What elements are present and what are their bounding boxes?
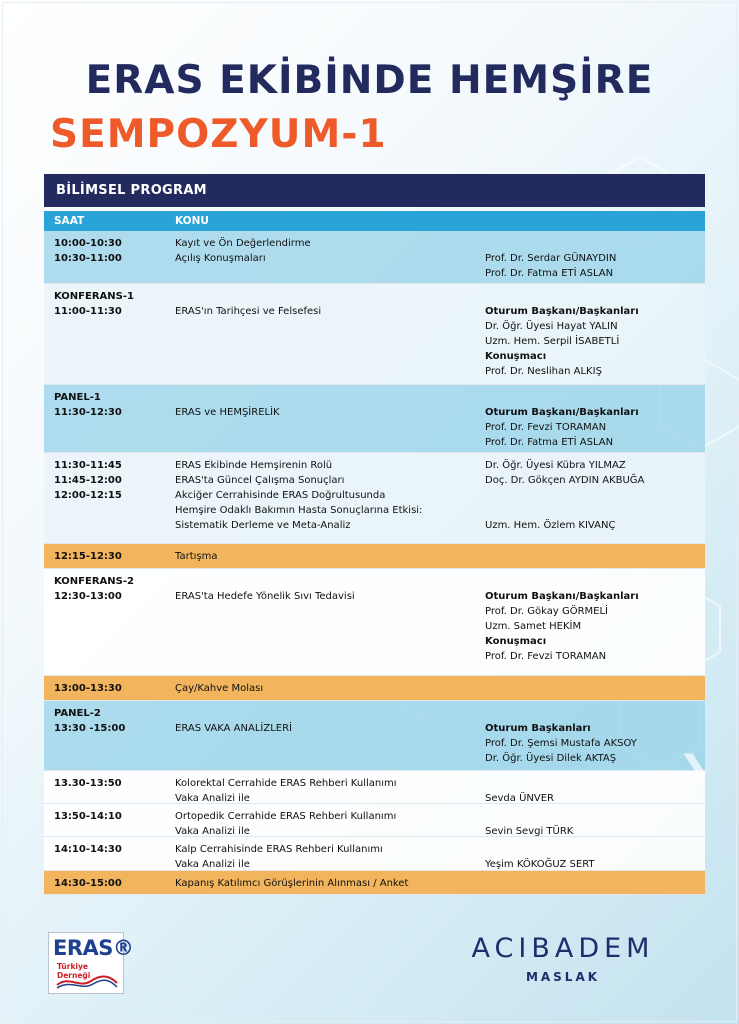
program-rows — [44, 231, 705, 895]
cell-time: KONFERANS-2 — [54, 576, 134, 587]
page-title-line1: ERAS EKİBİNDE HEMŞİRE — [85, 58, 654, 103]
cell-topic: Vaka Analizi ile — [175, 826, 250, 837]
cell-speaker: Uzm. Hem. Özlem KIVANÇ — [485, 520, 616, 531]
eras-logo — [48, 932, 134, 994]
cell-time: 11:45-12:00 — [54, 475, 122, 486]
cell-speaker: Prof. Dr. Gökay GÖRMELİ — [485, 606, 609, 617]
cell-time: 12:00-12:15 — [54, 490, 122, 501]
table-row — [44, 284, 705, 385]
cell-topic: ERAS Ekibinde Hemşirenin Rolü — [175, 460, 333, 471]
cell-topic: Sistematik Derleme ve Meta-Analiz — [175, 520, 351, 531]
cell-speaker: Doç. Dr. Gökçen AYDIN AKBUĞA — [485, 475, 645, 486]
cell-speaker: Konuşmacı — [485, 636, 547, 647]
table-row — [44, 837, 705, 871]
chevron-right-icon: ❯ — [677, 748, 711, 794]
cell-speaker: Prof. Dr. Neslihan ALKIŞ — [485, 366, 602, 377]
table-row — [44, 804, 705, 837]
cell-speaker: Sevda ÜNVER — [485, 793, 554, 804]
table-row — [44, 701, 705, 771]
eras-logo-text: ERAS® — [53, 936, 134, 960]
column-topic: KONU — [175, 215, 209, 227]
cell-time: 10:30-11:00 — [54, 253, 122, 264]
cell-topic: Vaka Analizi ile — [175, 793, 250, 804]
cell-time: 12:30-13:00 — [54, 591, 122, 602]
table-row — [44, 385, 705, 453]
cell-speaker: Sevin Sevgi TÜRK — [485, 826, 574, 837]
acibadem-logo: ACIBADEM — [471, 933, 655, 964]
cell-time: 11:30-12:30 — [54, 407, 122, 418]
table-row — [44, 771, 705, 804]
cell-time: KONFERANS-1 — [54, 291, 134, 302]
cell-speaker: Konuşmacı — [485, 351, 547, 362]
cell-speaker: Uzm. Samet HEKİM — [485, 621, 582, 632]
acibadem-branch: MASLAK — [525, 970, 601, 984]
cell-speaker: Prof. Dr. Fatma ETİ ASLAN — [485, 437, 614, 448]
cell-time: PANEL-2 — [54, 708, 101, 719]
cell-topic: Ortopedik Cerrahide ERAS Rehberi Kullanımı — [175, 811, 397, 822]
cell-speaker: Dr. Öğr. Üyesi Dilek AKTAŞ — [485, 753, 617, 764]
program-header: BİLİMSEL PROGRAM — [44, 174, 705, 207]
table-row — [44, 569, 705, 676]
cell-topic: ERAS'ta Güncel Çalışma Sonuçları — [175, 475, 345, 486]
cell-topic: Çay/Kahve Molası — [175, 683, 264, 694]
cell-topic: ERAS'ın Tarihçesi ve Felsefesi — [175, 306, 322, 317]
table-row — [44, 544, 705, 569]
cell-time: 12:15-12:30 — [54, 551, 122, 562]
cell-topic: Kolorektal Cerrahide ERAS Rehberi Kullanımı — [175, 778, 397, 789]
page-title-line2: SEMPOZYUM-1 — [50, 112, 387, 157]
eras-wave-icon — [55, 973, 119, 991]
cell-speaker: Dr. Öğr. Üyesi Kübra YILMAZ — [485, 460, 626, 471]
cell-topic: Tartışma — [175, 551, 218, 562]
cell-speaker: Dr. Öğr. Üyesi Hayat YALIN — [485, 321, 618, 332]
cell-topic: ERAS ve HEMŞİRELİK — [175, 407, 280, 418]
table-row — [44, 231, 705, 284]
cell-speaker: Oturum Başkanları — [485, 723, 591, 734]
cell-topic: Kayıt ve Ön Değerlendirme — [175, 238, 311, 249]
eras-logo-subtitle: Türkiye Derneği — [57, 962, 91, 980]
cell-speaker: Yeşim KÖKOĞUZ SERT — [485, 859, 595, 870]
cell-speaker: Uzm. Hem. Serpil İSABETLİ — [485, 336, 620, 347]
cell-topic: Hemşire Odaklı Bakımın Hasta Sonuçlarına Etkisi: — [175, 505, 423, 516]
cell-topic: ERAS'ta Hedefe Yönelik Sıvı Tedavisi — [175, 591, 355, 602]
cell-time: 13:50-14:10 — [54, 811, 122, 822]
cell-time: 14:10-14:30 — [54, 844, 122, 855]
cell-topic: Vaka Analizi ile — [175, 859, 250, 870]
cell-speaker: Prof. Dr. Fevzi TORAMAN — [485, 422, 607, 433]
cell-time: PANEL-1 — [54, 392, 101, 403]
cell-time: 13.30-13:50 — [54, 778, 122, 789]
cell-time: 14:30-15:00 — [54, 878, 122, 889]
column-header-bar — [44, 211, 705, 231]
cell-speaker: Prof. Dr. Şemsi Mustafa AKSOY — [485, 738, 637, 749]
cell-time: 13:30 -15:00 — [54, 723, 126, 734]
cell-topic: ERAS VAKA ANALİZLERİ — [175, 723, 292, 734]
cell-time: 11:00-11:30 — [54, 306, 122, 317]
cell-speaker: Prof. Dr. Serdar GÜNAYDIN — [485, 253, 617, 264]
cell-time: 10:00-10:30 — [54, 238, 122, 249]
cell-topic: Açılış Konuşmaları — [175, 253, 266, 264]
cell-topic: Kalp Cerrahisinde ERAS Rehberi Kullanımı — [175, 844, 383, 855]
cell-speaker: Oturum Başkanı/Başkanları — [485, 306, 639, 317]
table-row — [44, 871, 705, 895]
cell-speaker: Prof. Dr. Fatma ETİ ASLAN — [485, 268, 614, 279]
cell-speaker: Oturum Başkanı/Başkanları — [485, 591, 639, 602]
cell-time: 13:00-13:30 — [54, 683, 122, 694]
program-table — [44, 174, 705, 895]
cell-speaker: Oturum Başkanı/Başkanları — [485, 407, 639, 418]
cell-speaker: Prof. Dr. Fevzi TORAMAN — [485, 651, 607, 662]
cell-topic: Akciğer Cerrahisinde ERAS Doğrultusunda — [175, 490, 386, 501]
table-row — [44, 453, 705, 544]
table-row — [44, 676, 705, 701]
column-time: SAAT — [54, 215, 85, 227]
cell-time: 11:30-11:45 — [54, 460, 122, 471]
cell-topic: Kapanış Katılımcı Görüşlerinin Alınması / Anket — [175, 878, 409, 889]
